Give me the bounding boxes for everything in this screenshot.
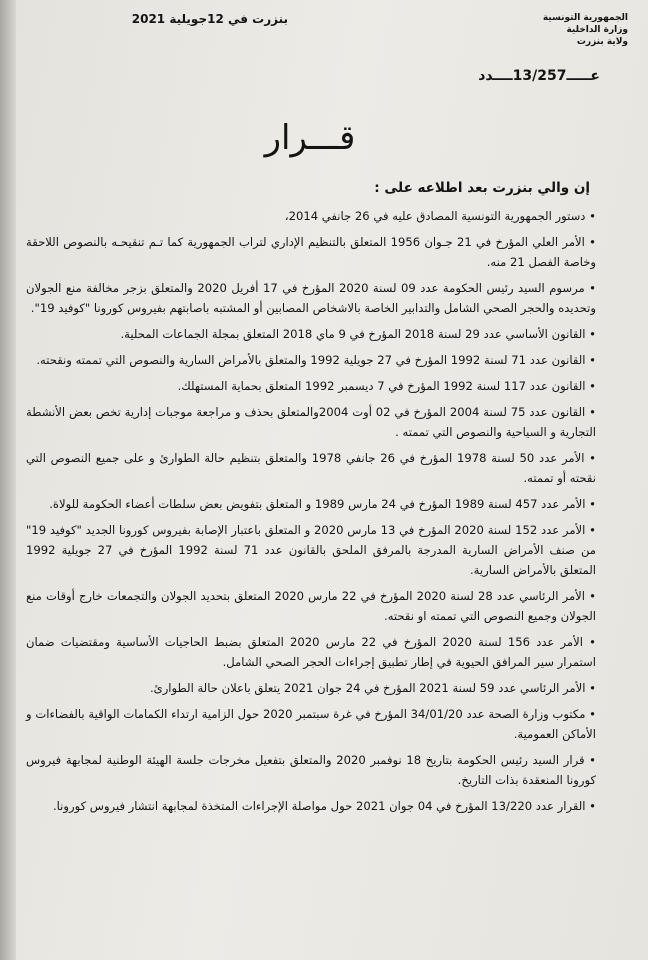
issuer-block [488,12,628,48]
intro-line: إن والي بنزرت بعد اطلاعه على : [374,180,590,196]
reference-item: • الأمر عدد 156 لسنة 2020 المؤرخ في 22 مارس 2020 المتعلق بضبط الحاجيات الأساسية ومقتضيات ضمان استمرار سير المرافق الحيوية في إطار تطبيق إجراءات الحجر الصحي الشامل. [26,635,596,669]
reference-item: • الأمر الرئاسي عدد 28 لسنة 2020 المؤرخ في 22 مارس 2020 المتعلق بتحديد الجولان والتجمعات خارج أوقات منع الجولان وجميع النصوص التي تممته او نقحته. [26,589,596,623]
reference-item: • الأمر الرئاسي عدد 59 لسنة 2021 المؤرخ في 24 جوان 2021 يتعلق باعلان حالة الطوارئ. [149,681,596,695]
reference-item: • مرسوم السيد رئيس الحكومة عدد 09 لسنة 2020 المؤرخ في 17 أفريل 2020 والمتعلق بزجر مخالفة منع الجولان وتحديده والحجر الصحي الشامل والتدابير الخاصة بالاشخاص المصابين أو المشتبه باصابتهم بفيروس كورونا "كوفيد 19". [26,281,597,315]
reference-item: • القرار عدد 13/220 المؤرخ في 04 جوان 2021 حول مواصلة الإجراءات المتخذة لمجابهة انتشار فيروس كورونا. [52,799,596,813]
reference-item: • القانون عدد 75 لسنة 2004 المؤرخ في 02 أوت 2004والمتعلق بحذف و مراجعة موجبات إدارية تخص بعض الأنشطة التجارية و السياحية والنصوص التي تممته . [26,405,596,439]
reference-item: • القانون الأساسي عدد 29 لسنة 2018 المؤرخ في 9 ماي 2018 المتعلق بمجلة الجماعات المحلية. [120,327,596,341]
reference-item: • القانون عدد 71 لسنة 1992 المؤرخ في 27 جويلية 1992 والمتعلق بالأمراض السارية والنصوص التي تممته ونقحته. [36,353,596,367]
place-date: بنزرت في 12جويلية 2021 [131,12,288,26]
reference-item: • قرار السيد رئيس الحكومة بتاريخ 18 نوفمبر 2020 والمتعلق بتفعيل مخرجات جلسة الهيئة الوطنية لمجابهة فيروس كورونا المنعقدة بذات التاريخ. [26,753,597,787]
issuer-line-ministry: وزارة الداخلية [566,25,628,35]
legal-references [26,206,596,822]
reference-item: • مكتوب وزارة الصحة عدد 34/01/20 المؤرخ في غرة سبتمبر 2020 حول الزامية ارتداء الكمامات الواقية بالفضاءات و الأماكن العمومية. [26,707,596,741]
reference-item: • القانون عدد 117 لسنة 1992 المؤرخ في 7 ديسمبر 1992 المتعلق بحماية المستهلك. [177,379,596,393]
reference-item: • الأمر عدد 152 لسنة 2020 المؤرخ في 13 مارس 2020 و المتعلق باعتبار الإصابة بفيروس كورونا الجديد "كوفيد 19" من صنف الأمراض السارية المدرجة بالمرفق الملحق بالقانون عدد 71 لسنة 1992 المؤرخ في 27 جويلية 1992 المتعلق بالأمراض السارية. [26,523,596,577]
page-fold-shadow [0,0,16,960]
reference-item: • الأمر العلي المؤرخ في 21 جـوان 1956 المتعلق بالتنظيم الإداري لتراب الجمهورية كما تـم تنقيحـه بالنصوص اللاحقة وخاصة الفصل 21 منه. [26,235,596,269]
reference-item: • الأمر عدد 50 لسنة 1978 المؤرخ في 26 جانفي 1978 والمتعلق بتنظيم حالة الطوارئ و على جميع النصوص التي نقحته أو تممته. [26,451,597,485]
reference-number: عـــــ13/257ــــدد [478,68,600,84]
issuer-line-country: الجمهورية التونسية [542,13,628,23]
document-title: قـــرار [264,118,356,158]
reference-item: • دستور الجمهورية التونسية المصادق عليه في 26 جانفي 2014، [284,209,596,223]
reference-item: • الأمر عدد 457 لسنة 1989 المؤرخ في 24 مارس 1989 و المتعلق بتفويض بعض سلطات أعضاء الحكومة للولاة. [49,497,596,511]
issuer-line-governorate: ولاية بنزرت [576,37,628,47]
